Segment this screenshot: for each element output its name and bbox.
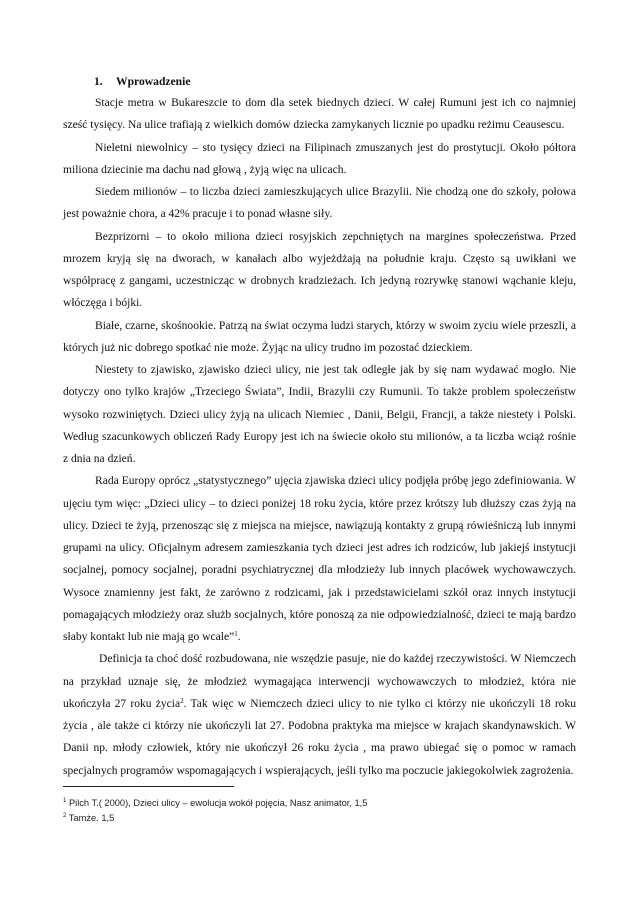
footnotes bbox=[63, 796, 576, 825]
footnote-item bbox=[63, 811, 576, 826]
paragraph-text-tail: . bbox=[237, 631, 241, 643]
footnote-divider bbox=[63, 786, 234, 787]
paragraph-text: Rada Europy oprócz „statystycznego” ujęcia zjawiska dzieci ulicy podjęła próbę jego zdefiniowania. W ujęciu tym więc: „Dzieci ulicy – to dzieci poniżej 18 roku życia, które przez krótszy lub dłuższy czas żyją na ulicy. Dzieci te żyją, przenosząc się z miejsca na miejsce, nawiązują kontakty z grupą rówieśniczą lub innymi grupami na ulicy. Oficjalnym adresem zamieszkania tych dzieci jest adres ich rodziców, lub jakiejś instytucji socjalnej, pomocy socjalnej, poradni psychiatrycznej dla młodzieży lub innych placówek wychowawczych. Wysoce znamienny jest fakt, że zarówno z rodzicami, jak i przedstawicielami szkół oraz innych instytucji pomagających młodzieży oraz służb socjalnych, które ponoszą za nie odpowiedzialność, dzieci te mają bardzo słaby kontakt lub nie mają go wcale” bbox=[63, 475, 576, 643]
paragraph: Stacje metra w Bukareszcie to dom dla setek biednych dzieci. W całej Rumuni jest ich co najmniej sześć tysięcy. Na ulice trafiają z wielkich domów dziecka zamykanych licznie po upadku reżimu Ceausescu. bbox=[63, 97, 576, 132]
paragraph: Niestety to zjawisko, zjawisko dzieci ulicy, nie jest tak odległe jak by się nam wydawać mogło. Nie dotyczy ono tylko krajów „Trzeciego Świata”, Indii, Brazylii czy Rumunii. To także problem społeczeństw wysoko rozwiniętych. Dzieci ulicy żyją na ulicach Niemiec , Danii, Belgii, Francji, a także niestety i Polski. Według szacunkowych obliczeń Rady Europy jest ich na świecie około stu milionów, a ta liczba wciąż rośnie z dnia na dzień. bbox=[63, 364, 576, 465]
footnote-reference[interactable]: 1 bbox=[234, 630, 238, 638]
footnote-number: 1 bbox=[63, 798, 67, 804]
footnote-text: Pilch T.( 2000), Dzieci ulicy – ewolucja wokół pojęcia, Nasz animator, 1,5 bbox=[68, 798, 368, 808]
section-heading bbox=[94, 74, 576, 90]
paragraph-definition bbox=[63, 470, 576, 648]
section-number: 1. bbox=[94, 75, 103, 88]
footnote-text: Tamże. 1,5 bbox=[68, 812, 115, 823]
paragraph: Siedem milionów – to liczba dzieci zamieszkujących ulice Brazylii. Nie chodzą one do szkoły, połowa jest poważnie chora, a 42% pracuje i to ponad własne siły. bbox=[63, 186, 576, 221]
paragraph-text-tail: . Tak więc w Niemczech dzieci ulicy to nie tylko ci którzy nie ukończyli 18 roku życia , ale także ci którzy nie ukończyli lat 27. Podobna praktyka ma miejsce w krajach skandynawskich. W Danii np. młody człowiek, który nie ukończył 26 roku życia , ma prawo ubiegać się o pomoc w ramach specjalnych programów wspomagających i wspierających, jeśli tylko ma poczucie jakiegokolwiek zagrożenia. bbox=[63, 697, 576, 777]
footnote-reference[interactable]: 2 bbox=[180, 696, 184, 705]
document-body bbox=[63, 74, 576, 782]
paragraph: Nieletni niewolnicy – sto tysięcy dzieci na Filipinach zmuszanych jest do prostytucji. Około półtora miliona dziecinie ma dachu nad głową , żyją więc na ulicach. bbox=[63, 141, 576, 176]
paragraph: Białe, czarne, skośnookie. Patrzą na świat oczyma ludzi starych, którzy w swoim zyciu wiele przeszli, a których już nic dobrego spotkać nie może. Żyjąc na ulicy trudno im pozostać dzieckiem. bbox=[63, 319, 576, 354]
footnote-number: 2 bbox=[63, 812, 67, 819]
paragraph-germany bbox=[63, 648, 576, 782]
paragraph-text: Definicja ta choć dość rozbudowana, nie wszędzie pasuje, nie do każdej rzeczywistości. W Niemczech na przykład uznaje się, że młodzież wymagająca interwencji wychowawczych to młodzież, która nie ukończyła 27 roku życia bbox=[63, 653, 576, 710]
paragraph: Bezprizorni – to około miliona dzieci rosyjskich zepchniętych na margines społeczeństwa. Przed mrozem kryją się na dworach, w kanałach albo wyjeżdżają na południe kraju. Często są uwikłani we współpracę z gangami, uczestnicząc w drobnych kradzieżach. Ich jedyną rozrywkę stanowi wąchanie kleju, włóczęga i bójki. bbox=[63, 230, 576, 310]
section-title: Wprowadzenie bbox=[116, 75, 191, 88]
footnote-item bbox=[63, 796, 576, 811]
